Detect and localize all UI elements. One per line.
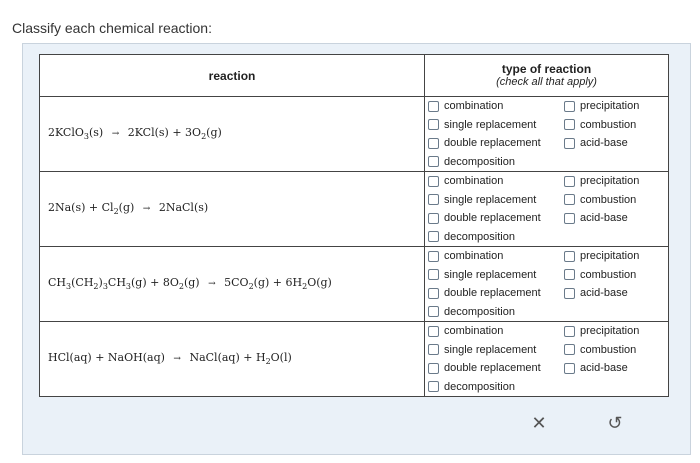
equation-text: (g) [206, 126, 222, 140]
subscript: 2 [113, 207, 119, 217]
equation-text: (CH [71, 276, 94, 290]
subscript: 2 [178, 282, 184, 292]
column-header-type-subtitle: (check all that apply) [496, 75, 597, 88]
checkbox-box[interactable] [428, 288, 439, 299]
checkbox-double-replacement[interactable]: double replacement [428, 287, 564, 299]
column-header-type-title: type of reaction [501, 61, 592, 76]
question-prompt: Classify each chemical reaction: [12, 20, 212, 36]
checkbox-single-replacement[interactable]: single replacement [428, 344, 564, 356]
equation-text: 2Na(s) + Cl [48, 201, 114, 215]
subscript: 2 [265, 357, 271, 367]
checkbox-precipitation[interactable]: precipitation [564, 250, 664, 262]
table-row [40, 322, 669, 397]
checkbox-precipitation[interactable]: precipitation [564, 100, 664, 112]
checkbox-double-replacement[interactable]: double replacement [428, 137, 564, 149]
checkbox-box[interactable] [428, 306, 439, 317]
checkbox-acid-base[interactable]: acid-base [564, 287, 664, 299]
checkbox-acid-base[interactable]: acid-base [564, 362, 664, 374]
checkbox-acid-base[interactable]: acid-base [564, 137, 664, 149]
checkbox-decomposition[interactable]: decomposition [428, 381, 564, 393]
equation-text: 2KClO [48, 126, 84, 140]
equation-text: 5CO [220, 276, 249, 290]
equation-text: CH [107, 276, 126, 290]
checkbox-decomposition[interactable]: decomposition [428, 231, 564, 243]
checkbox-box[interactable] [428, 269, 439, 280]
checkbox-box[interactable] [564, 138, 575, 149]
checkbox-single-replacement[interactable]: single replacement [428, 119, 564, 131]
reaction-arrow: → [111, 129, 120, 140]
checkbox-box[interactable] [564, 213, 575, 224]
checkbox-decomposition[interactable]: decomposition [428, 156, 564, 168]
checkbox-combination[interactable]: combination [428, 175, 564, 187]
subscript: 2 [248, 282, 254, 292]
reaction-equation [40, 247, 425, 322]
checkbox-acid-base[interactable]: acid-base [564, 212, 664, 224]
checkbox-combination[interactable]: combination [428, 325, 564, 337]
checkbox-box[interactable] [564, 194, 575, 205]
reaction-type-options [425, 172, 669, 247]
equation-text: (g) [183, 276, 204, 290]
reaction-table [39, 54, 669, 397]
equation-text: (g) [118, 201, 138, 215]
reaction-equation [40, 172, 425, 247]
equation-text: (s) [88, 126, 107, 140]
reaction-arrow: → [173, 354, 181, 365]
table-row [40, 97, 669, 172]
table-header-row [40, 55, 669, 97]
subscript: 3 [66, 282, 72, 292]
subscript: 3 [125, 282, 132, 292]
checkbox-precipitation[interactable]: precipitation [564, 175, 664, 187]
checkbox-box[interactable] [428, 101, 439, 112]
table-row [40, 247, 669, 322]
equation-text: CH [48, 276, 67, 290]
column-header-reaction: reaction [40, 55, 425, 97]
checkbox-box[interactable] [564, 176, 575, 187]
undo-button[interactable] [596, 408, 634, 438]
equation-text: O(g) [307, 276, 332, 290]
checkbox-box[interactable] [428, 251, 439, 262]
checkbox-box[interactable] [564, 344, 575, 355]
checkbox-combustion[interactable]: combustion [564, 269, 664, 281]
checkbox-decomposition[interactable]: decomposition [428, 306, 564, 318]
checkbox-box[interactable] [428, 363, 439, 374]
checkbox-combination[interactable]: combination [428, 100, 564, 112]
equation-text: (g) + 6H [253, 276, 303, 290]
reaction-type-options [425, 322, 669, 397]
equation-text: (g) + 8O [131, 276, 179, 290]
equation-text: NaCl(aq) + H [185, 351, 266, 365]
equation-text: ) [98, 276, 103, 290]
subscript: 3 [102, 282, 108, 292]
checkbox-box[interactable] [428, 119, 439, 130]
checkbox-combination[interactable]: combination [428, 250, 564, 262]
checkbox-box[interactable] [564, 101, 575, 112]
undo-icon: ↺ [607, 413, 623, 433]
checkbox-box[interactable] [564, 251, 575, 262]
checkbox-box[interactable] [428, 156, 439, 167]
checkbox-combustion[interactable]: combustion [564, 344, 664, 356]
table-row [40, 172, 669, 247]
equation-text: HCl(aq) + NaOH(aq) [48, 351, 169, 365]
checkbox-box[interactable] [428, 231, 439, 242]
checkbox-box[interactable] [428, 326, 439, 337]
checkbox-box[interactable] [564, 269, 575, 280]
checkbox-box[interactable] [428, 344, 439, 355]
checkbox-box[interactable] [564, 119, 575, 130]
reaction-equation [40, 322, 425, 397]
reaction-arrow: → [208, 279, 216, 290]
checkbox-precipitation[interactable]: precipitation [564, 325, 664, 337]
equation-text: 2NaCl(s) [155, 201, 209, 215]
equation-text: O(l) [270, 351, 292, 365]
reaction-equation [40, 97, 425, 172]
checkbox-combustion[interactable]: combustion [564, 119, 664, 131]
checkbox-box[interactable] [564, 326, 575, 337]
checkbox-box[interactable] [428, 138, 439, 149]
subscript: 3 [83, 132, 89, 142]
checkbox-box[interactable] [564, 288, 575, 299]
reaction-type-options [425, 97, 669, 172]
reaction-type-options [425, 247, 669, 322]
checkbox-box[interactable] [428, 194, 439, 205]
equation-text: 2KCl(s) + 3O [124, 126, 202, 140]
checkbox-combustion[interactable]: combustion [564, 194, 664, 206]
reaction-arrow: → [142, 204, 151, 215]
column-header-type [425, 55, 669, 97]
subscript: 2 [302, 282, 308, 292]
checkbox-box[interactable] [428, 381, 439, 392]
subscript: 2 [93, 282, 99, 292]
checkbox-box[interactable] [564, 363, 575, 374]
checkbox-double-replacement[interactable]: double replacement [428, 362, 564, 374]
checkbox-single-replacement[interactable]: single replacement [428, 194, 564, 206]
x-icon: ✕ [531, 413, 547, 433]
subscript: 2 [201, 132, 207, 142]
checkbox-box[interactable] [428, 213, 439, 224]
checkbox-double-replacement[interactable]: double replacement [428, 212, 564, 224]
checkbox-box[interactable] [428, 176, 439, 187]
checkbox-single-replacement[interactable]: single replacement [428, 269, 564, 281]
clear-button[interactable] [520, 408, 558, 438]
